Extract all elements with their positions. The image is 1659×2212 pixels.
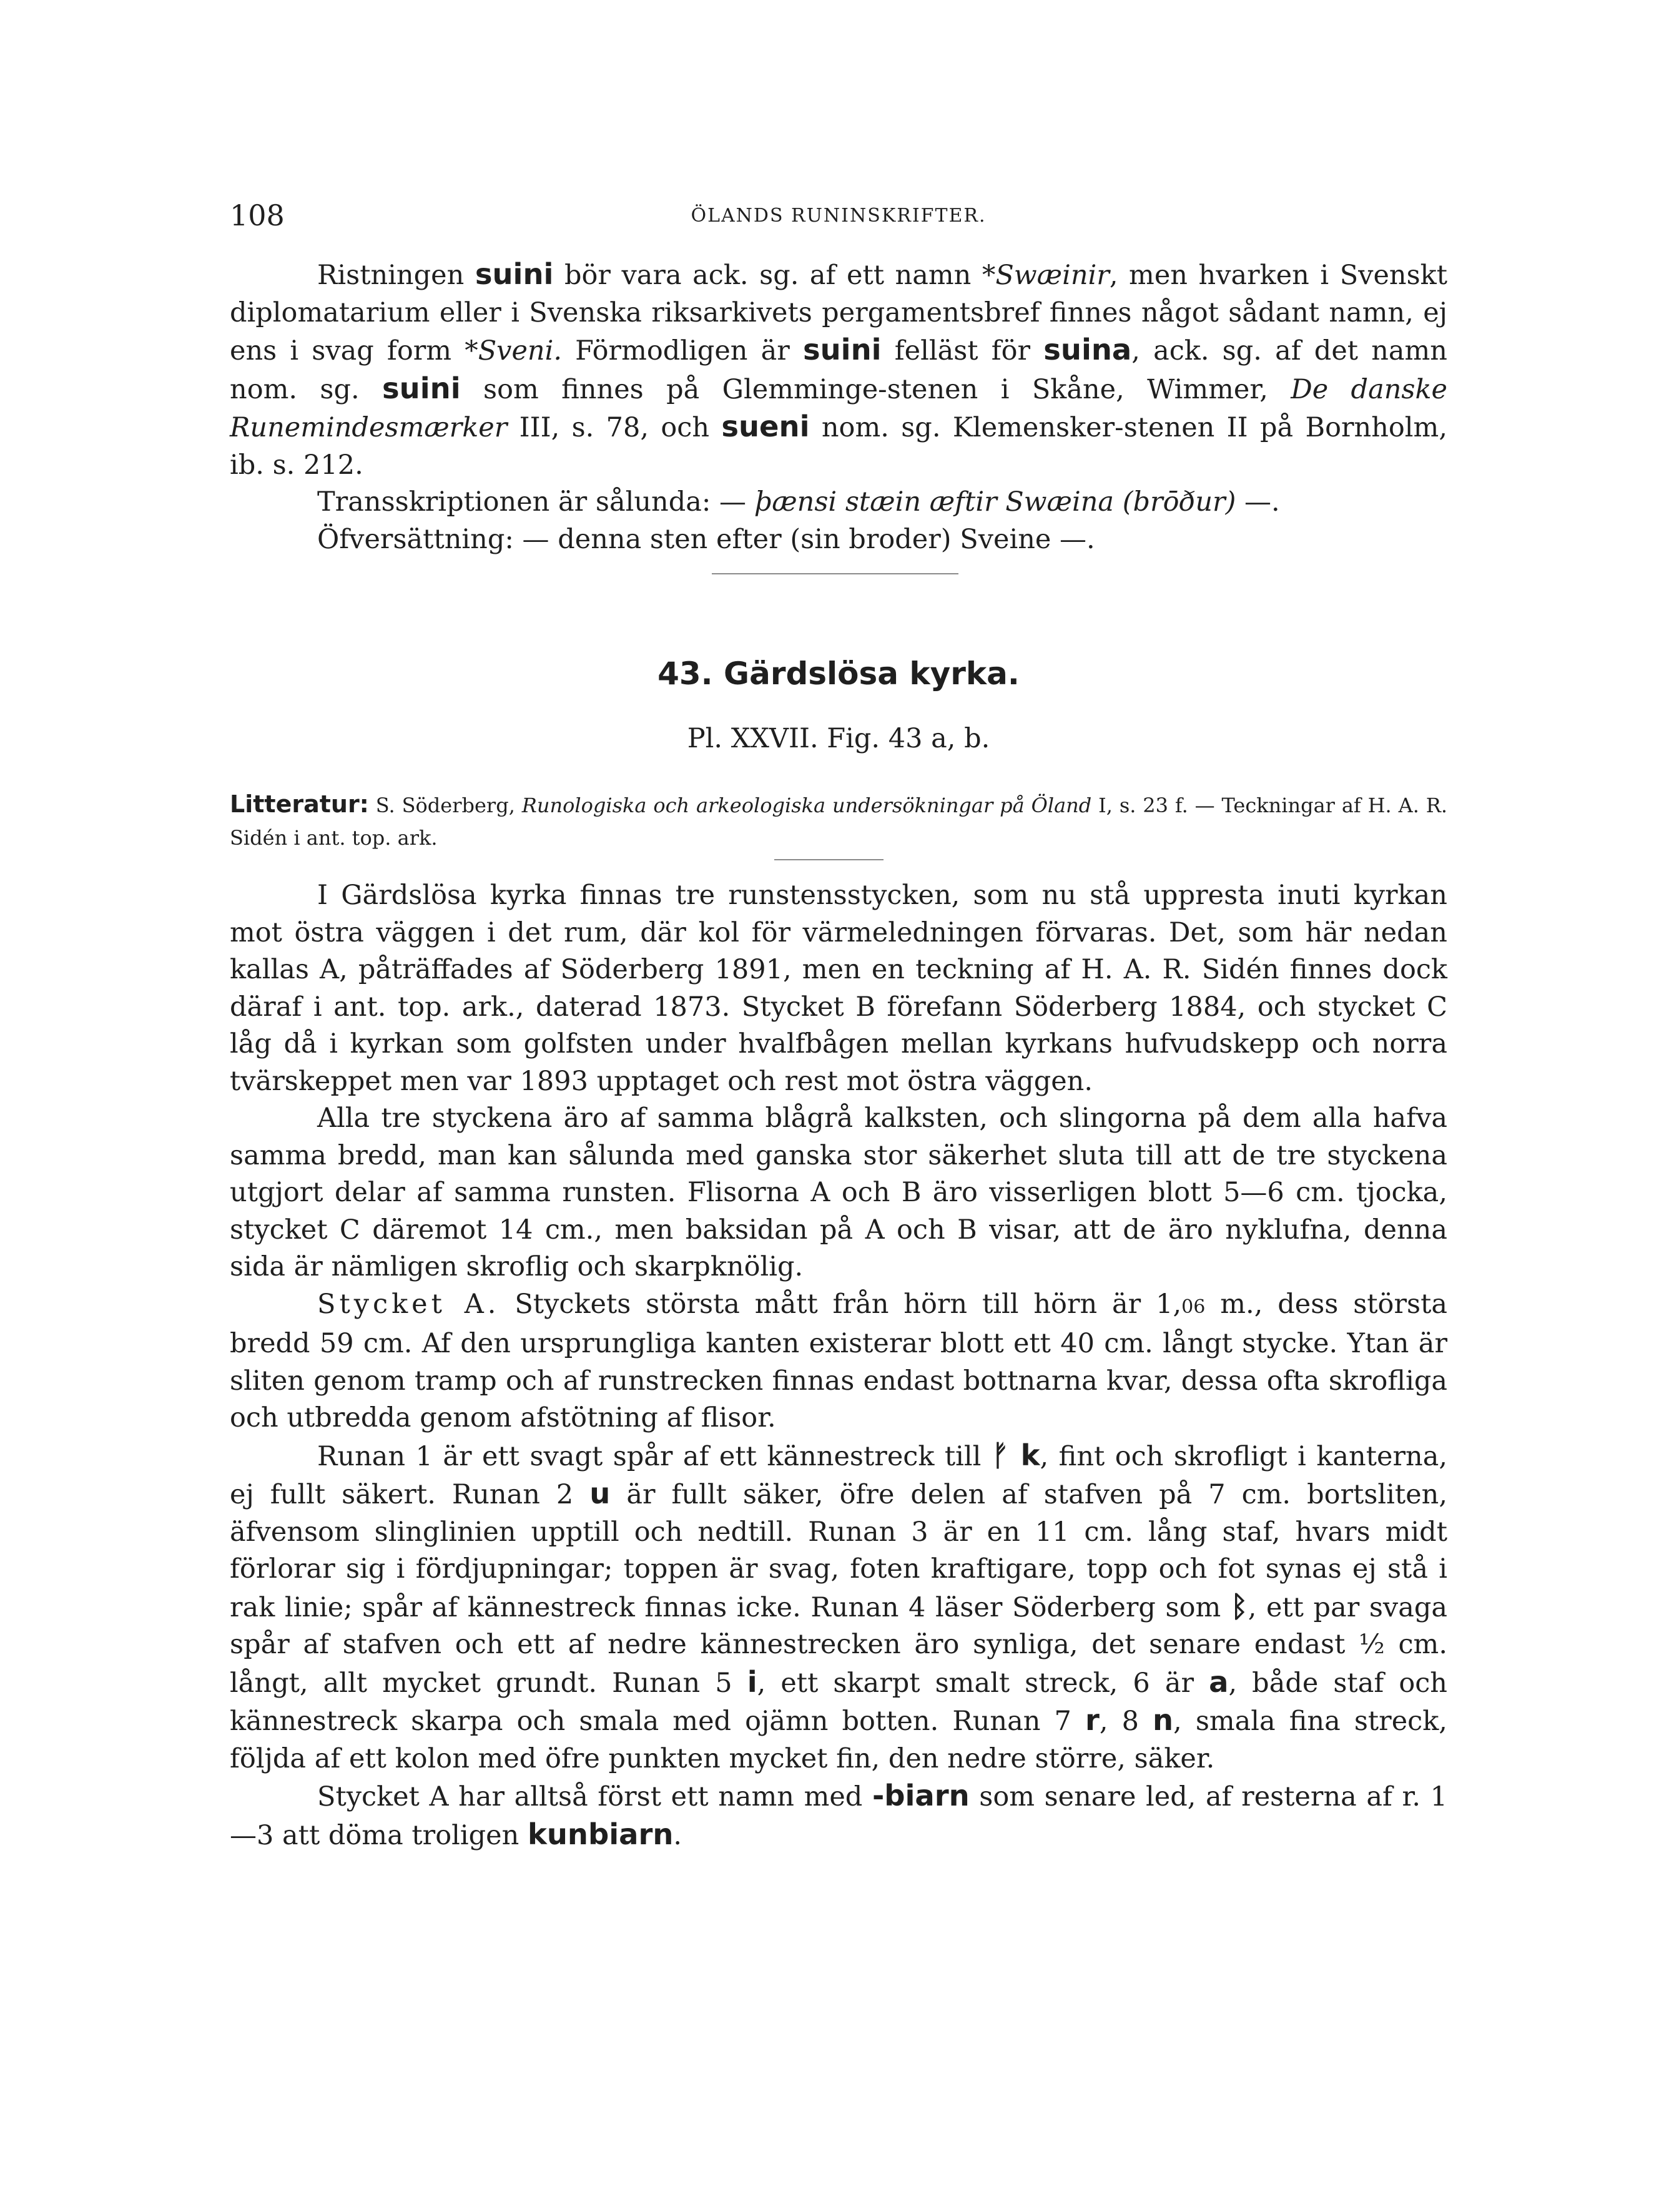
rune-word: suina: [1043, 333, 1132, 366]
page-number: 108: [230, 199, 285, 232]
running-title: ÖLANDS RUNINSKRIFTER.: [691, 205, 987, 227]
rune-glyph: ᚠ k: [991, 1438, 1040, 1472]
italic-transcription: þænsi stæin æftir Swæina (brōður): [754, 486, 1236, 518]
italic-title: De danske Runemindesmærker: [230, 373, 1447, 443]
rune-word: sueni: [721, 410, 810, 443]
paragraph-transcription: Transskriptionen är sålunda: — þænsi stæin æftir Swæina (brōður) —.: [317, 486, 1280, 518]
italic-title: Runologiska och arkeologiska undersökningar på Öland: [521, 794, 1092, 817]
paragraph-stycket-a: Stycket A. Styckets största mått från hörn till hörn är 1,06 m., dess största bredd 59 cm. Af den ursprungliga kanten existerar blott ett 40 cm. långt stycke. Ytan är sliten genom tramp och af runstrecken finnas endast bottnarna kvar, dessa ofta skrofliga och utbredda genom afstötning af flisor.: [230, 1288, 1447, 1433]
literature-note: Litteratur: S. Söderberg, Runologiska och arkeologiska undersökningar på Öland I, s. 23 f. — Teckningar af H. A. R. Sidén i ant. top. ark.: [230, 790, 1448, 850]
rune-glyph: i: [747, 1664, 757, 1699]
rune-glyph: a: [1209, 1664, 1229, 1699]
section-heading: 43. Gärdslösa kyrka.: [657, 656, 1020, 692]
paragraph-conclusion: Stycket A har alltså först ett namn med -biarn som senare led, af resterna af r. 1—3 att döma troligen kunbiarn.: [230, 1779, 1447, 1851]
rune-word: -biarn: [872, 1779, 970, 1812]
rune-word: kunbiarn: [527, 1817, 674, 1851]
literature-label: Litteratur:: [230, 790, 369, 818]
italic-name: Sveni.: [478, 335, 563, 366]
paragraph-material: Alla tre styckena äro af samma blågrå kalksten, och slingorna på dem alla hafva samma bredd, man kan sålunda med ganska stor säkerhet sluta till att de tre styckena utgjort delar af samma runsten. Flisorna A och B äro visserligen blott 5—6 cm. tjocka, stycket C däremot 14 cm., men baksidan på A och B visar, att de äro nyklufna, denna sida är nämligen skroflig och skarpknölig.: [230, 1103, 1447, 1282]
section-divider: [712, 573, 958, 574]
paragraph-runes: Runan 1 är ett svagt spår af ett kännestreck till ᚠ k, fint och skrofligt i kanterna, ej fullt säkert. Runan 2 u är fullt säker, öfre delen af stafven på 7 cm. bortsliten, äfvensom slinglinien upptill och nedtill. Runan 3 är en 11 cm. lång staf, hvars midt förlorar sig i fördjupningar; toppen är svag, foten kraftigare, topp och fot synas ej stå i rak linie; spår af kännestreck finnas icke. Runan 4 läser Söderberg som ᛒ, ett par svaga spår af stafven och ett af nedre kännestrecken äro synliga, det senare endast ½ cm. långt, allt mycket grundt. Runan 5 i, ett skarpt smalt streck, 6 är a, både staf och kännestreck skarpa och smala med ojämn botten. Runan 7 r, 8 n, smala fina streck, följda af ett kolon med öfre punkten mycket fin, den nedre större, säker.: [230, 1438, 1448, 1774]
body-text: [230, 877, 1447, 1854]
page-header: [230, 199, 1447, 236]
rune-word: suini: [802, 333, 882, 366]
paragraph-ristningen: Ristningen suini bör vara ack. sg. af ett namn *Swæinir, men hvarken i Svenskt diplomatarium eller i Svenska riksarkivets pergamentsbref finnes något sådant namn, ej ens i svag form *Sveni. Förmodligen är suini felläst för suina, ack. sg. af det namn nom. sg. suini som finnes på Glemminge-stenen i Skåne, Wimmer, De danske Runemindesmærker III, s. 78, och sueni nom. sg. Klemensker-stenen II på Bornholm, ib. s. 212.: [230, 257, 1448, 481]
italic-name: Swæinir: [995, 260, 1110, 291]
top-text: [230, 256, 1447, 558]
rune-glyph: u: [589, 1477, 611, 1510]
spaced-heading: Stycket A.: [317, 1288, 500, 1320]
paragraph-intro: I Gärdslösa kyrka finnas tre runstensstycken, som nu stå uppresta inuti kyrkan mot östra väggen i det rum, där kol för värmeledningen förvaras. Det, som här nedan kallas A, påträffades af Söderberg 1891, men en teckning af H. A. R. Sidén finnes dock däraf i ant. top. ark., daterad 1873. Stycket B förefann Söderberg 1884, och stycket C låg då i kyrkan som golfsten under hvalfbågen mellan kyrkans hufvudskepp och norra tvärskeppet men var 1893 upptaget och rest mot östra väggen.: [230, 880, 1447, 1097]
rune-word: suini: [475, 257, 554, 291]
rune-glyph: n: [1153, 1703, 1174, 1737]
rune-glyph: r: [1085, 1703, 1100, 1737]
paragraph-translation: Öfversättning: — denna sten efter (sin broder) Sveine —.: [317, 523, 1095, 555]
short-divider: [774, 859, 884, 860]
rune-glyph: ᛒ: [1230, 1589, 1248, 1623]
rune-word: suini: [382, 371, 461, 405]
plate-reference: Pl. XXVII. Fig. 43 a, b.: [687, 723, 990, 754]
